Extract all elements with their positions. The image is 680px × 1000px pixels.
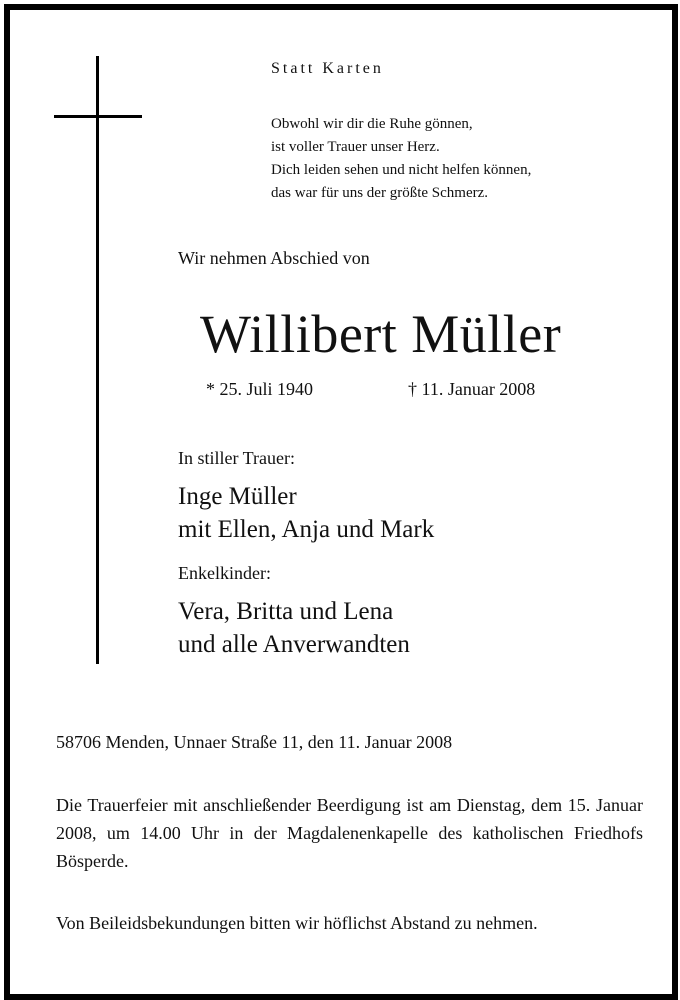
obituary-notice	[4, 4, 678, 1000]
deceased-name: Willibert Müller	[200, 304, 562, 364]
poem-line: ist voller Trauer unser Herz.	[271, 139, 440, 155]
mourners-label: In stiller Trauer:	[178, 448, 295, 468]
grandchildren-names	[178, 595, 410, 661]
mourner-line: mit Ellen, Anja und Mark	[178, 516, 435, 543]
poem	[271, 113, 531, 205]
address-line: 58706 Menden, Unnaer Straße 11, den 11. Januar 2008	[56, 732, 453, 752]
poem-line: das war für uns der größte Schmerz.	[271, 185, 489, 201]
mourner-line: Inge Müller	[178, 483, 297, 510]
funeral-details: Die Trauerfeier mit anschließender Beerdigung ist am Dienstag, dem 15. Januar 2008, um 14.00 Uhr in der Magdalenenkapelle des katholischen Friedhofs Bösperde.	[56, 795, 643, 871]
header-statt-karten: Statt Karten	[271, 60, 384, 77]
birth-date: * 25. Juli 1940	[206, 379, 314, 399]
condolence-note: Von Beileidsbekundungen bitten wir höflichst Abstand zu nehmen.	[56, 913, 538, 933]
cross-icon	[96, 56, 99, 664]
grandchildren-line: und alle Anverwandten	[178, 631, 410, 658]
poem-line: Obwohl wir dir die Ruhe gönnen,	[271, 116, 473, 132]
death-date: † 11. Januar 2008	[408, 379, 536, 399]
farewell-intro: Wir nehmen Abschied von	[178, 248, 370, 268]
grandchildren-line: Vera, Britta und Lena	[178, 598, 394, 625]
poem-line: Dich leiden sehen und nicht helfen können,	[271, 162, 532, 178]
grandchildren-label: Enkelkinder:	[178, 563, 271, 583]
mourners-names	[178, 480, 434, 546]
cross-icon-bar	[54, 115, 142, 118]
